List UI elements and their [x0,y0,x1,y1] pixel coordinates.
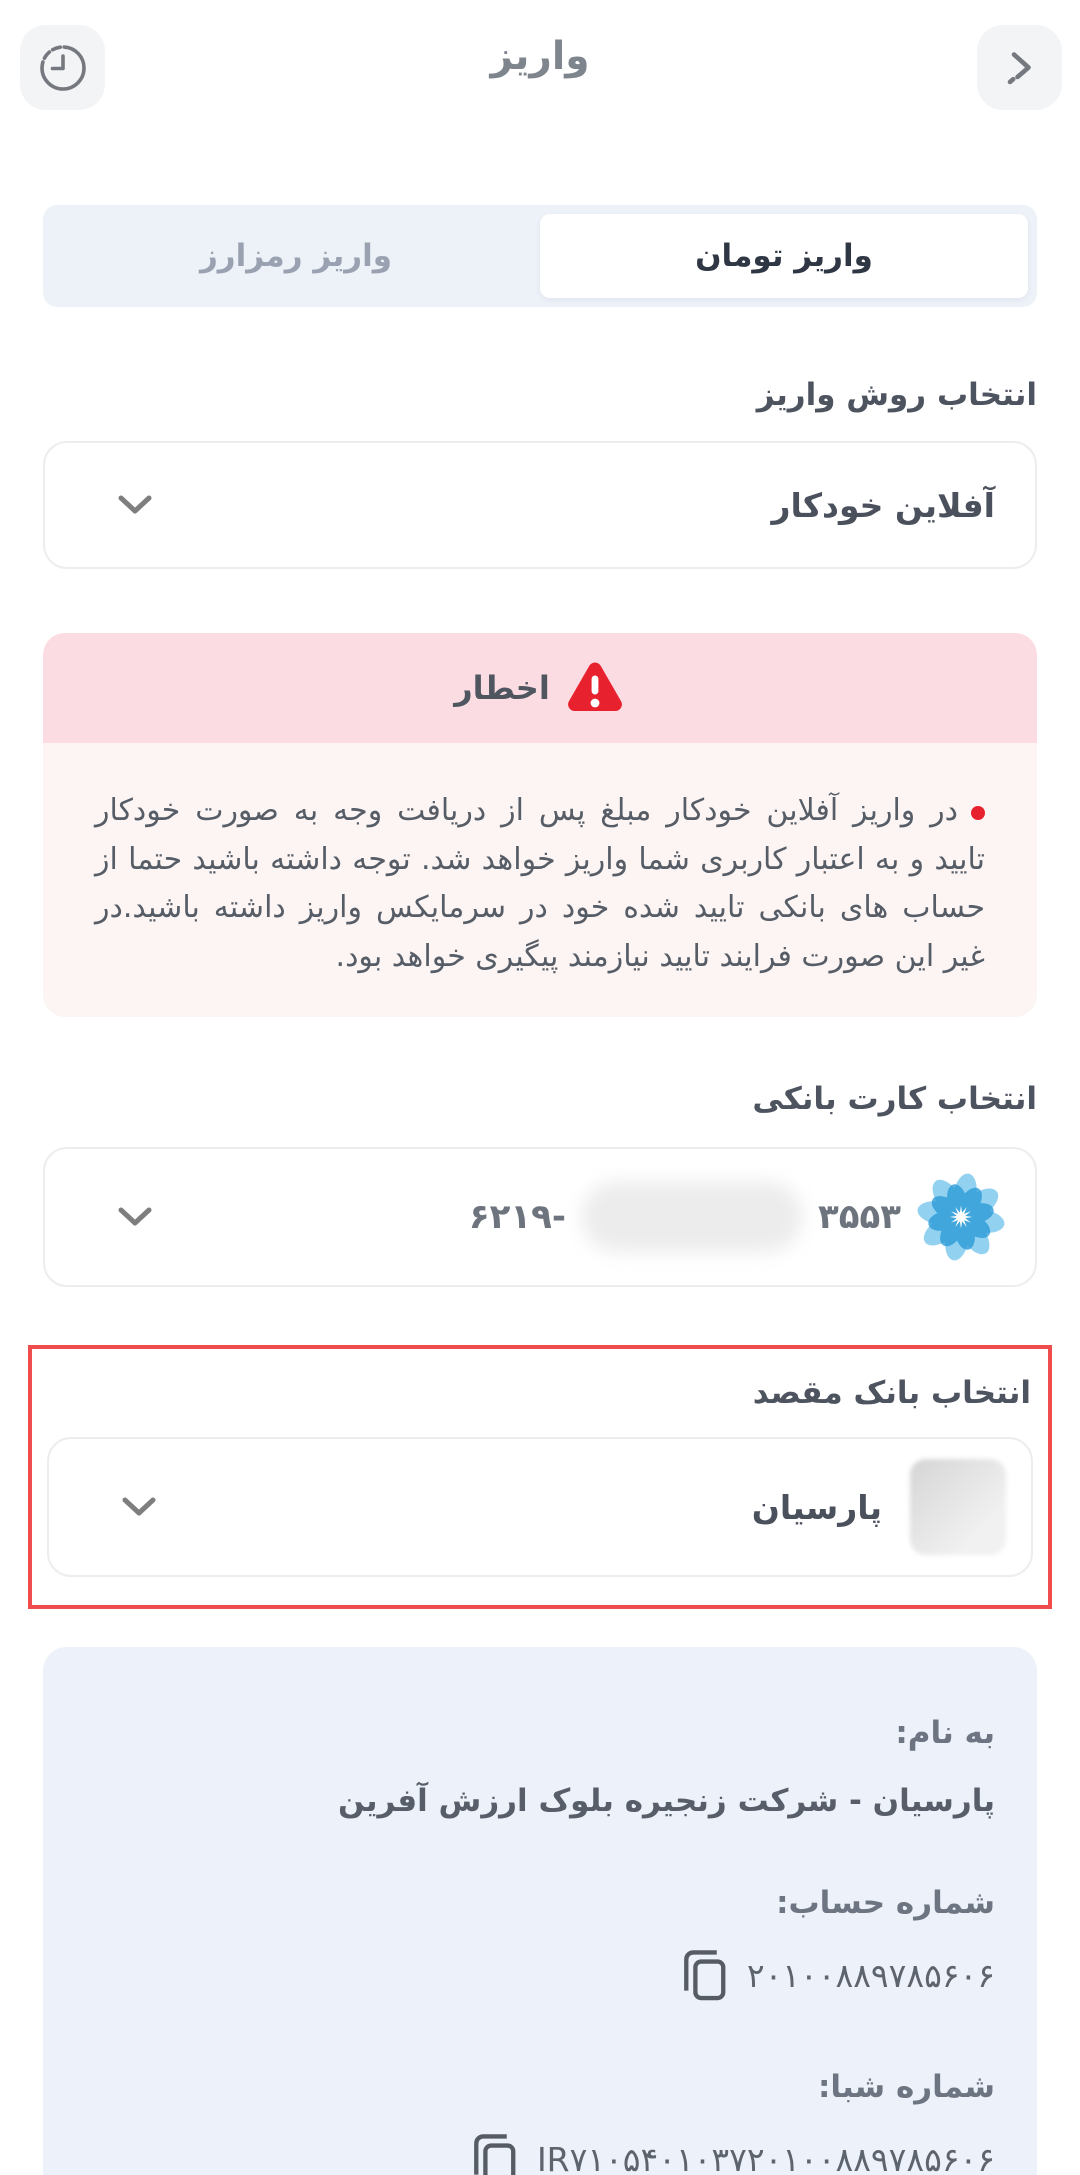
warning-title: اخطار [454,669,550,707]
warning-box [43,633,1037,1017]
deposit-method-select[interactable] [43,441,1037,569]
copy-icon [471,2131,519,2175]
card-number [469,1182,901,1252]
card-number-prefix: ۶۲۱۹- [468,1197,566,1238]
copy-icon [681,1947,729,2003]
account-number-label: شماره حساب: [776,1885,995,1922]
selected-destination-bank [752,1459,1006,1555]
account-name-value: پارسیان - شرکت زنجیره بلوک ارزش آفرین [338,1783,995,1820]
tab-toman-deposit[interactable]: واریز تومان [540,214,1028,298]
copy-account-number-button[interactable] [681,1947,729,2003]
bank-card-label: انتخاب کارت بانکی [752,1081,1037,1118]
blurred-bank-logo [910,1459,1006,1555]
account-info-box [43,1647,1037,2175]
tab-crypto-deposit[interactable]: واریز رمزارز [199,238,393,274]
deposit-method-value: آفلاین خودکار [771,485,995,525]
sheba-number-value: IR۷۱۰۵۴۰۱۰۳۷۲۰۱۰۰۸۸۹۷۸۵۶۰۶ [536,2139,995,2175]
back-button[interactable] [977,25,1062,110]
chevron-down-icon [117,1206,153,1228]
alert-triangle-icon [564,660,626,716]
account-number-row [85,1947,995,2003]
chevron-down-icon [121,1496,157,1518]
chevron-down-icon [117,494,153,516]
topbar [0,0,1080,112]
deposit-method-label: انتخاب روش واریز [756,377,1037,413]
blurred-card-digits [582,1182,802,1252]
destination-bank-section [28,1345,1052,1609]
sheba-number-row [85,2131,995,2175]
card-number-suffix: ۳۵۵۳ [817,1197,901,1238]
destination-bank-value: پارسیان [751,1487,882,1527]
warning-body [43,743,1037,1017]
warning-header [43,633,1037,743]
selected-card [469,1173,1005,1261]
sheba-number-label: شماره شبا: [817,2069,995,2106]
back-chevron-icon [998,46,1042,90]
deposit-type-tabs [43,205,1037,307]
warning-text: در واریز آفلاین خودکار مبلغ پس از دریافت وجه به صورت خودکار تایید و به اعتبار کاربری شما واریز خواهد شد. توجه داشته باشید حتما از حساب های بانکی تایید شده خود در سرمایکس واریز داشته باشید.در غیر این صورت فرایند تایید نیازمند پیگیری خواهد بود. [95,787,985,981]
bank-card-select[interactable] [43,1147,1037,1287]
copy-sheba-number-button[interactable] [471,2131,519,2175]
account-number-value: ۲۰۱۰۰۸۸۹۷۸۵۶۰۶ [746,1955,995,1995]
account-name-label: به نام: [895,1715,995,1752]
destination-bank-select[interactable] [47,1437,1033,1577]
saman-bank-flower-icon [917,1173,1005,1261]
page-title: واریز [490,33,590,79]
destination-bank-label: انتخاب بانک مقصد [752,1375,1031,1412]
